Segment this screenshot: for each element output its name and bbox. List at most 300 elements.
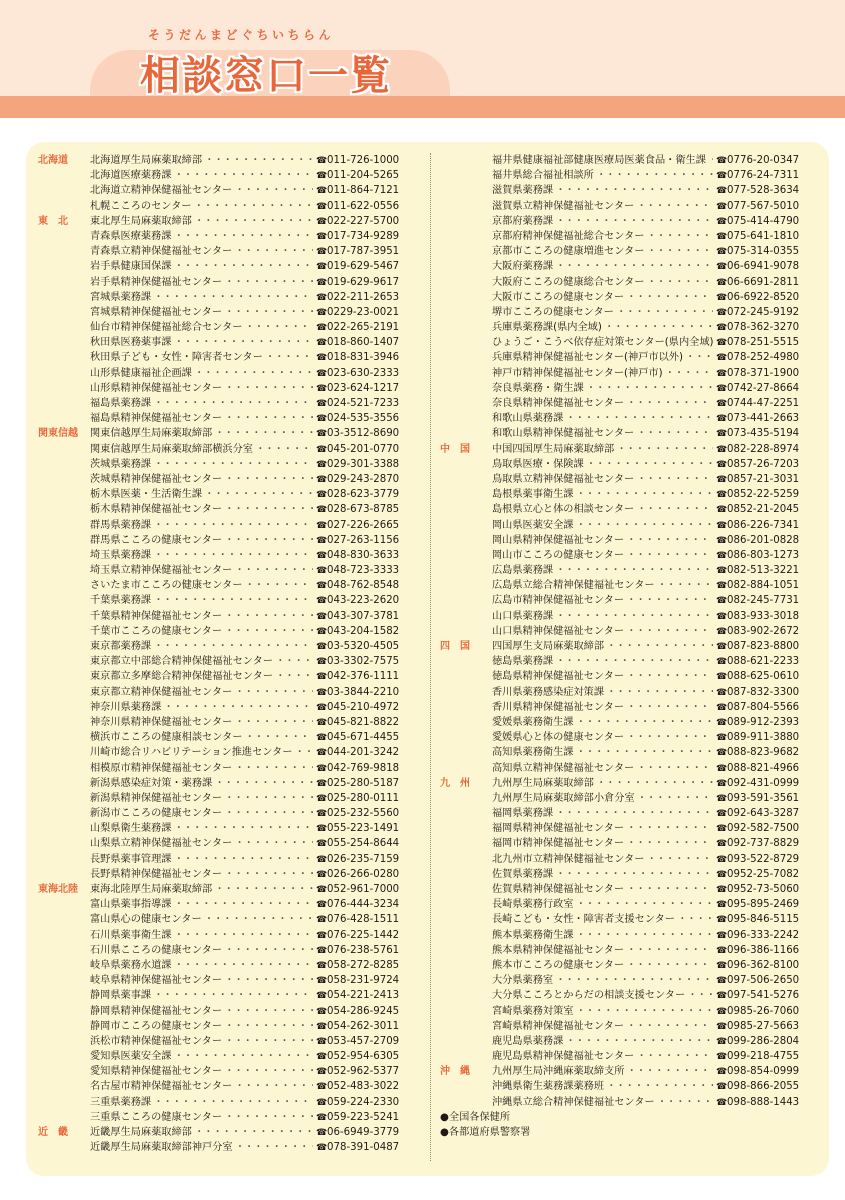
phone-number: [316, 275, 416, 291]
contact-row: [38, 761, 416, 776]
phone-number-text: 0776-24-7311: [727, 170, 800, 182]
contact-row: [38, 1095, 416, 1110]
phone-icon: ☎: [716, 626, 728, 637]
phone-icon: ☎: [316, 171, 328, 182]
phone-number-text: 086-803-1273: [727, 549, 800, 561]
phone-number-text: 018-860-1407: [327, 337, 400, 349]
phone-number-text: 044-201-3242: [327, 747, 400, 759]
contact-row: [440, 487, 816, 502]
contact-row: [38, 1125, 416, 1140]
phone-number-text: 06-6949-3779: [327, 1127, 400, 1138]
region-label: 東 北: [38, 215, 68, 227]
phone-icon: ☎: [716, 156, 728, 166]
phone-number-text: 052-962-5377: [327, 1066, 400, 1078]
office-name: 東京都立中部総合精神保健福祉センター ・・・・・・・・・・・・・・・・・・・・・・・・・・・・・・・・・・・・・・・・・・・・: [90, 654, 313, 669]
contact-row: [38, 487, 416, 502]
office-name: 福島県精神保健福祉センター ・・・・・・・・・・・・・・・・・・・・・・・・・・・・・・・・・・・・・・・・・・・・: [90, 411, 313, 426]
office-name: 岡山県医薬安全課 ・・・・・・・・・・・・・・・・・・・・・・・・・・・・・・・・・・・・・・・・・・・・: [492, 518, 713, 533]
contact-row: [440, 199, 816, 214]
office-name: 東北厚生局麻薬取締部 ・・・・・・・・・・・・・・・・・・・・・・・・・・・・・・・・・・・・・・・・・・・・: [90, 214, 313, 229]
office-name: 愛媛県薬務衛生課 ・・・・・・・・・・・・・・・・・・・・・・・・・・・・・・・・・・・・・・・・・・・・: [492, 715, 713, 730]
phone-number-text: 03-3512-8690: [327, 428, 400, 440]
phone-number-text: 048-723-3333: [327, 565, 400, 577]
phone-number: [316, 836, 416, 852]
phone-number-text: 052-483-3022: [327, 1081, 400, 1093]
phone-number: [716, 912, 816, 928]
header-stripe: [0, 96, 845, 118]
contact-row: [440, 442, 816, 457]
office-name: 静岡県薬事課 ・・・・・・・・・・・・・・・・・・・・・・・・・・・・・・・・・・・・・・・・・・・・: [90, 988, 313, 1003]
phone-icon: ☎: [716, 231, 728, 242]
phone-number-text: 098-854-0999: [727, 1066, 800, 1078]
contact-row: [38, 669, 416, 684]
phone-icon: ☎: [716, 1036, 728, 1047]
phone-number-text: 0985-27-5663: [727, 1020, 800, 1032]
office-name: 栃木県精神保健福祉センター ・・・・・・・・・・・・・・・・・・・・・・・・・・・・・・・・・・・・・・・・・・・・: [90, 502, 313, 517]
contact-row: [38, 259, 416, 274]
contact-row: [38, 518, 416, 533]
phone-icon: ☎: [716, 262, 728, 273]
phone-number: [716, 897, 816, 913]
office-name: 京都市こころの健康増進センター ・・・・・・・・・・・・・・・・・・・・・・・・・・・・・・・・・・・・・・・・・・・・: [492, 244, 713, 259]
phone-number-text: 075-414-4790: [727, 215, 800, 227]
phone-number: [716, 396, 816, 412]
office-name: 宮崎県薬務対策室 ・・・・・・・・・・・・・・・・・・・・・・・・・・・・・・・・・・・・・・・・・・・・: [492, 1004, 713, 1019]
phone-number: [316, 928, 416, 944]
contact-row: [440, 836, 816, 851]
phone-icon: ☎: [716, 353, 728, 364]
contact-row: [440, 624, 816, 639]
phone-icon: ☎: [716, 885, 728, 895]
phone-icon: ☎: [716, 945, 728, 956]
contact-row: [38, 928, 416, 943]
office-name: 神戸市精神保健福祉センター(神戸市) ・・・・・・・・・・・・・・・・・・・・・・・・・・・・・・・・・・・・・・・・・・・・: [492, 366, 713, 381]
phone-number-text: 03-5320-4505: [327, 641, 400, 652]
phone-icon: ☎: [316, 231, 328, 242]
phone-icon: ☎: [316, 383, 328, 394]
phone-icon: ☎: [716, 642, 728, 652]
office-name: 岩手県健康国保課 ・・・・・・・・・・・・・・・・・・・・・・・・・・・・・・・・・・・・・・・・・・・・: [90, 259, 313, 274]
phone-icon: ☎: [716, 368, 728, 379]
office-name: 神奈川県精神保健福祉センター ・・・・・・・・・・・・・・・・・・・・・・・・・・・・・・・・・・・・・・・・・・・・: [90, 715, 313, 730]
contact-row: [440, 350, 816, 365]
contact-row: [440, 867, 816, 882]
phone-number: [716, 791, 816, 807]
phone-icon: ☎: [716, 444, 728, 455]
phone-number: [316, 426, 416, 442]
office-name: 宮崎県精神保健福祉センター ・・・・・・・・・・・・・・・・・・・・・・・・・・・・・・・・・・・・・・・・・・・・: [492, 1019, 713, 1034]
phone-number-text: 0229-23-0021: [327, 306, 400, 318]
phone-icon: ☎: [716, 323, 728, 334]
phone-number: [716, 1019, 816, 1035]
phone-number-text: 088-821-4966: [727, 762, 800, 774]
contact-row: [38, 821, 416, 836]
phone-number: [716, 320, 816, 336]
contact-row: [440, 912, 816, 927]
contact-row: [38, 1064, 416, 1079]
phone-number: [716, 518, 816, 534]
contact-row: [38, 836, 416, 851]
contact-row: [440, 426, 816, 441]
office-name: 近畿厚生局麻薬取締部 ・・・・・・・・・・・・・・・・・・・・・・・・・・・・・・・・・・・・・・・・・・・・: [90, 1125, 313, 1140]
phone-icon: ☎: [316, 869, 328, 880]
phone-number: [316, 502, 416, 518]
phone-number-text: 092-643-3287: [727, 808, 800, 820]
phone-number-text: 0852-21-2045: [727, 504, 800, 516]
contact-row: [38, 366, 416, 381]
phone-number: [316, 1079, 416, 1095]
office-name: 関東信越厚生局麻薬取締部横浜分室 ・・・・・・・・・・・・・・・・・・・・・・・・・・・・・・・・・・・・・・・・・・・・: [90, 442, 313, 457]
office-name: 福井県総合福祉相談所 ・・・・・・・・・・・・・・・・・・・・・・・・・・・・・・・・・・・・・・・・・・・・: [492, 168, 713, 183]
contact-row: [440, 381, 816, 396]
phone-number: [716, 487, 816, 503]
contact-list-left-column: [38, 153, 416, 1155]
phone-icon: ☎: [716, 672, 728, 683]
phone-number-text: 019-629-5467: [327, 261, 400, 273]
phone-number: [316, 366, 416, 382]
office-name: 福島県薬務課 ・・・・・・・・・・・・・・・・・・・・・・・・・・・・・・・・・・・・・・・・・・・・: [90, 396, 313, 411]
phone-number-text: 096-362-8100: [727, 959, 800, 971]
office-name: 埼玉県薬務課 ・・・・・・・・・・・・・・・・・・・・・・・・・・・・・・・・・・・・・・・・・・・・: [90, 548, 313, 563]
contact-row: [440, 1095, 816, 1110]
phone-number: [316, 1034, 416, 1050]
phone-icon: ☎: [316, 824, 328, 835]
region-label: 中 国: [440, 443, 470, 455]
contact-row: [440, 1004, 816, 1019]
contact-row: [38, 912, 416, 927]
phone-number-text: 011-204-5265: [327, 170, 400, 182]
contact-row: [38, 411, 416, 426]
contact-row: [440, 578, 816, 593]
office-name: 大阪府薬務課 ・・・・・・・・・・・・・・・・・・・・・・・・・・・・・・・・・・・・・・・・・・・・: [492, 259, 713, 274]
contact-row: [38, 305, 416, 320]
phone-number-text: 096-333-2242: [727, 929, 800, 941]
phone-icon: ☎: [316, 1097, 328, 1108]
contact-row: [38, 1079, 416, 1094]
phone-icon: ☎: [316, 1082, 328, 1093]
contact-row: [440, 183, 816, 198]
phone-number-text: 083-933-3018: [727, 610, 800, 622]
phone-number-text: 017-734-9289: [327, 230, 400, 242]
contact-row: [38, 396, 416, 411]
office-name: 滋賀県立精神保健福祉センター ・・・・・・・・・・・・・・・・・・・・・・・・・・・・・・・・・・・・・・・・・・・・: [492, 199, 713, 214]
phone-icon: ☎: [316, 611, 328, 622]
phone-number-text: 052-961-7000: [327, 884, 400, 895]
phone-number-text: 052-954-6305: [327, 1051, 400, 1063]
phone-number: [316, 1125, 416, 1141]
contact-row: [440, 563, 816, 578]
office-name: 相模原市精神保健福祉センター ・・・・・・・・・・・・・・・・・・・・・・・・・・・・・・・・・・・・・・・・・・・・: [90, 761, 313, 776]
phone-number-text: 0952-25-7082: [727, 868, 800, 880]
office-name: 堺市こころの健康センター ・・・・・・・・・・・・・・・・・・・・・・・・・・・・・・・・・・・・・・・・・・・・: [492, 305, 713, 320]
office-name: 秋田県医務薬事課 ・・・・・・・・・・・・・・・・・・・・・・・・・・・・・・・・・・・・・・・・・・・・: [90, 335, 313, 350]
phone-icon: ☎: [716, 399, 728, 409]
phone-number: [316, 168, 416, 184]
office-name: 石川県こころの健康センター ・・・・・・・・・・・・・・・・・・・・・・・・・・・・・・・・・・・・・・・・・・・・: [90, 943, 313, 958]
office-name: 名古屋市精神保健福祉センター ・・・・・・・・・・・・・・・・・・・・・・・・・・・・・・・・・・・・・・・・・・・・: [90, 1079, 313, 1094]
contact-row: [440, 518, 816, 533]
phone-icon: ☎: [316, 1143, 328, 1154]
phone-icon: ☎: [716, 991, 728, 1002]
office-name: 岡山県精神保健福祉センター ・・・・・・・・・・・・・・・・・・・・・・・・・・・・・・・・・・・・・・・・・・・・: [492, 533, 713, 548]
contact-row: [38, 1140, 416, 1155]
phone-number-text: 045-201-0770: [327, 443, 400, 455]
office-name: 和歌山県精神保健福祉センター ・・・・・・・・・・・・・・・・・・・・・・・・・・・・・・・・・・・・・・・・・・・・: [492, 426, 713, 441]
phone-number-text: 017-787-3951: [327, 246, 400, 258]
phone-icon: ☎: [316, 854, 328, 865]
phone-number: [316, 244, 416, 260]
phone-number-text: 058-231-9724: [327, 975, 400, 987]
office-name: 東京都立多摩総合精神保健福祉センター ・・・・・・・・・・・・・・・・・・・・・・・・・・・・・・・・・・・・・・・・・・・・: [90, 669, 313, 684]
region-label: 東海北陸: [38, 884, 78, 895]
contact-row: [38, 882, 416, 897]
phone-number: [316, 776, 416, 792]
phone-number: [716, 199, 816, 215]
contact-row: [38, 578, 416, 593]
contact-row: [38, 183, 416, 198]
phone-icon: ☎: [716, 292, 728, 303]
phone-icon: ☎: [316, 156, 328, 166]
phone-icon: ☎: [716, 657, 728, 668]
office-name: 鹿児島県精神保健福祉センター ・・・・・・・・・・・・・・・・・・・・・・・・・・・・・・・・・・・・・・・・・・・・: [492, 1049, 713, 1064]
phone-number: [316, 259, 416, 275]
contact-row: [440, 548, 816, 563]
phone-number-text: 06-6941-9078: [727, 261, 800, 273]
office-name: 中国四国厚生局麻薬取締部 ・・・・・・・・・・・・・・・・・・・・・・・・・・・・・・・・・・・・・・・・・・・・: [492, 442, 713, 457]
office-name: 広島市精神保健福祉センター ・・・・・・・・・・・・・・・・・・・・・・・・・・・・・・・・・・・・・・・・・・・・: [492, 593, 713, 608]
phone-number: [316, 745, 416, 761]
contact-row: [38, 275, 416, 290]
office-name: 高知県薬務衛生課 ・・・・・・・・・・・・・・・・・・・・・・・・・・・・・・・・・・・・・・・・・・・・: [492, 745, 713, 760]
contact-row: [440, 1079, 816, 1094]
contact-row: [440, 806, 816, 821]
phone-icon: ☎: [316, 444, 328, 455]
phone-icon: ☎: [316, 642, 328, 652]
phone-number-text: 027-263-1156: [327, 534, 400, 546]
phone-icon: ☎: [316, 353, 328, 364]
phone-icon: ☎: [316, 216, 328, 227]
phone-number: [316, 654, 416, 670]
office-name: 新潟市こころの健康センター ・・・・・・・・・・・・・・・・・・・・・・・・・・・・・・・・・・・・・・・・・・・・: [90, 806, 313, 821]
phone-number-text: 078-251-5515: [727, 337, 800, 349]
office-name: 山口県精神保健福祉センター ・・・・・・・・・・・・・・・・・・・・・・・・・・・・・・・・・・・・・・・・・・・・: [492, 624, 713, 639]
office-name: 山形県健康福祉企画課 ・・・・・・・・・・・・・・・・・・・・・・・・・・・・・・・・・・・・・・・・・・・・: [90, 366, 313, 381]
office-name: 佐賀県薬務課 ・・・・・・・・・・・・・・・・・・・・・・・・・・・・・・・・・・・・・・・・・・・・: [492, 867, 713, 882]
office-name: 山梨県衛生薬務課 ・・・・・・・・・・・・・・・・・・・・・・・・・・・・・・・・・・・・・・・・・・・・: [90, 821, 313, 836]
contact-row: [38, 548, 416, 563]
phone-number-text: 075-641-1810: [727, 230, 800, 242]
phone-number-text: 042-769-9818: [327, 762, 400, 774]
phone-icon: ☎: [316, 793, 328, 804]
phone-number-text: 082-228-8974: [727, 443, 800, 455]
office-name: 静岡県精神保健福祉センター ・・・・・・・・・・・・・・・・・・・・・・・・・・・・・・・・・・・・・・・・・・・・: [90, 1004, 313, 1019]
phone-number: [716, 578, 816, 594]
office-name: 兵庫県精神保健福祉センター(神戸市以外) ・・・・・・・・・・・・・・・・・・・・・・・・・・・・・・・・・・・・・・・・・・・・: [492, 350, 713, 365]
phone-icon: ☎: [716, 960, 728, 971]
contact-row: [38, 214, 416, 229]
phone-number: [716, 533, 816, 549]
phone-number: [316, 1019, 416, 1035]
phone-icon: ☎: [716, 596, 728, 607]
phone-icon: ☎: [316, 550, 328, 561]
phone-icon: ☎: [316, 1021, 328, 1032]
contact-row: [440, 715, 816, 730]
phone-number: [716, 928, 816, 944]
phone-number-text: 06-6922-8520: [727, 291, 800, 303]
phone-number-text: 073-441-2663: [727, 413, 800, 425]
phone-number-text: 087-804-5566: [727, 701, 800, 713]
office-name: 長野県薬事管理課 ・・・・・・・・・・・・・・・・・・・・・・・・・・・・・・・・・・・・・・・・・・・・: [90, 852, 313, 867]
phone-number-text: 0852-22-5259: [727, 489, 800, 501]
contact-row: [38, 502, 416, 517]
contact-row: [38, 533, 416, 548]
contact-row: [38, 563, 416, 578]
phone-number: [316, 320, 416, 336]
office-name: 福岡市精神保健福祉センター ・・・・・・・・・・・・・・・・・・・・・・・・・・・・・・・・・・・・・・・・・・・・: [492, 836, 713, 851]
phone-number: [716, 745, 816, 761]
office-name: 九州厚生局麻薬取締部小倉分室 ・・・・・・・・・・・・・・・・・・・・・・・・・・・・・・・・・・・・・・・・・・・・: [492, 791, 713, 806]
phone-icon: ☎: [316, 1128, 328, 1138]
contact-row: [38, 350, 416, 365]
contact-row: [440, 335, 816, 350]
phone-icon: ☎: [716, 505, 728, 516]
contact-row: [38, 685, 416, 700]
office-name: 島根県立心と体の相談センター ・・・・・・・・・・・・・・・・・・・・・・・・・・・・・・・・・・・・・・・・・・・・: [492, 502, 713, 517]
phone-icon: ☎: [716, 702, 728, 713]
office-name: 山形県精神保健福祉センター ・・・・・・・・・・・・・・・・・・・・・・・・・・・・・・・・・・・・・・・・・・・・: [90, 381, 313, 396]
phone-number: [716, 350, 816, 366]
phone-number: [716, 335, 816, 351]
contact-row: [440, 988, 816, 1003]
phone-icon: ☎: [716, 186, 728, 197]
phone-number-text: 025-280-5187: [327, 777, 400, 789]
phone-icon: ☎: [716, 171, 728, 182]
office-name: 北海道厚生局麻薬取締部 ・・・・・・・・・・・・・・・・・・・・・・・・・・・・・・・・・・・・・・・・・・・・: [90, 153, 313, 168]
phone-icon: ☎: [716, 1067, 728, 1078]
contact-row: [440, 730, 816, 745]
phone-number-text: 023-630-2333: [327, 367, 400, 379]
contact-row: [440, 153, 816, 168]
phone-number: [316, 761, 416, 777]
contact-row: [440, 821, 816, 836]
phone-number: [316, 700, 416, 716]
office-name: 九州厚生局沖縄麻薬取締支所 ・・・・・・・・・・・・・・・・・・・・・・・・・・・・・・・・・・・・・・・・・・・・: [492, 1064, 713, 1079]
contact-row: [38, 806, 416, 821]
contact-row: [440, 533, 816, 548]
contact-row: [38, 776, 416, 791]
office-name: 神奈川県薬務課 ・・・・・・・・・・・・・・・・・・・・・・・・・・・・・・・・・・・・・・・・・・・・: [90, 700, 313, 715]
office-name: 島根県薬事衛生課 ・・・・・・・・・・・・・・・・・・・・・・・・・・・・・・・・・・・・・・・・・・・・: [492, 487, 713, 502]
contact-row: [38, 442, 416, 457]
contact-row: [440, 776, 816, 791]
phone-icon: ☎: [716, 566, 728, 577]
phone-number: [316, 1110, 416, 1126]
phone-number: [716, 730, 816, 746]
phone-icon: ☎: [716, 793, 728, 804]
office-name: 滋賀県薬務課 ・・・・・・・・・・・・・・・・・・・・・・・・・・・・・・・・・・・・・・・・・・・・: [492, 183, 713, 198]
contact-row: [38, 609, 416, 624]
phone-number: [716, 305, 816, 321]
phone-number: [316, 1064, 416, 1080]
phone-number: [316, 669, 416, 685]
contact-row: [38, 1049, 416, 1064]
phone-number: [716, 836, 816, 852]
region-label: 四 国: [440, 641, 470, 652]
contact-row: [440, 305, 816, 320]
phone-number-text: 054-286-9245: [327, 1005, 400, 1017]
phone-icon: ☎: [716, 383, 728, 394]
phone-number-text: 054-262-3011: [327, 1020, 400, 1032]
contact-row: [38, 1110, 416, 1125]
phone-icon: ☎: [716, 307, 728, 318]
phone-number: [316, 639, 416, 655]
phone-number: [316, 350, 416, 366]
phone-number: [316, 1095, 416, 1111]
phone-number: [316, 958, 416, 974]
office-name: 熊本県精神保健福祉センター ・・・・・・・・・・・・・・・・・・・・・・・・・・・・・・・・・・・・・・・・・・・・: [492, 943, 713, 958]
contact-row: [440, 669, 816, 684]
phone-number: [316, 609, 416, 625]
phone-icon: ☎: [316, 915, 328, 926]
phone-icon: ☎: [316, 186, 328, 197]
phone-icon: ☎: [716, 1021, 728, 1032]
contact-row: [440, 1019, 816, 1034]
contact-row: [440, 761, 816, 776]
phone-icon: ☎: [316, 885, 328, 895]
office-name: 東京都薬務課 ・・・・・・・・・・・・・・・・・・・・・・・・・・・・・・・・・・・・・・・・・・・・: [90, 639, 313, 654]
contact-row: [38, 730, 416, 745]
phone-number-text: 073-435-5194: [727, 428, 800, 440]
contact-row: [440, 502, 816, 517]
office-name: 鳥取県立精神保健福祉センター ・・・・・・・・・・・・・・・・・・・・・・・・・・・・・・・・・・・・・・・・・・・・: [492, 472, 713, 487]
office-name: 埼玉県立精神保健福祉センター ・・・・・・・・・・・・・・・・・・・・・・・・・・・・・・・・・・・・・・・・・・・・: [90, 563, 313, 578]
phone-number-text: 088-823-9682: [727, 747, 800, 759]
phone-number-text: 076-428-1511: [327, 914, 400, 926]
contact-row: [440, 791, 816, 806]
phone-number: [316, 533, 416, 549]
office-name: 北海道立精神保健福祉センター ・・・・・・・・・・・・・・・・・・・・・・・・・・・・・・・・・・・・・・・・・・・・: [90, 183, 313, 198]
phone-icon: ☎: [716, 201, 728, 212]
phone-number: [716, 988, 816, 1004]
region-label: 沖 縄: [440, 1066, 470, 1078]
phone-number-text: 092-431-0999: [727, 777, 800, 789]
phone-number-text: 072-245-9192: [727, 306, 800, 318]
phone-icon: ☎: [716, 216, 728, 227]
phone-number-text: 086-201-0828: [727, 534, 800, 546]
phone-icon: ☎: [316, 717, 328, 728]
contact-row: [38, 988, 416, 1003]
phone-number-text: 025-280-0111: [327, 792, 400, 804]
phone-number-text: 024-521-7233: [327, 398, 400, 409]
phone-icon: ☎: [316, 505, 328, 516]
office-name: 高知県立精神保健福祉センター ・・・・・・・・・・・・・・・・・・・・・・・・・・・・・・・・・・・・・・・・・・・・: [492, 761, 713, 776]
contact-row: [38, 381, 416, 396]
office-name: 四国厚生支局麻薬取締部 ・・・・・・・・・・・・・・・・・・・・・・・・・・・・・・・・・・・・・・・・・・・・: [492, 639, 713, 654]
contact-row: [440, 168, 816, 183]
phone-icon: ☎: [316, 262, 328, 273]
phone-number: [316, 578, 416, 594]
office-name: 徳島県薬務課 ・・・・・・・・・・・・・・・・・・・・・・・・・・・・・・・・・・・・・・・・・・・・: [492, 654, 713, 669]
phone-icon: ☎: [716, 429, 728, 440]
page-title: 相談窓口一覧: [140, 53, 392, 99]
office-name: 仙台市精神保健福祉総合センター ・・・・・・・・・・・・・・・・・・・・・・・・・・・・・・・・・・・・・・・・・・・・: [90, 320, 313, 335]
phone-number: [716, 153, 816, 169]
title-ruby: そうだんまどぐちいちらん: [148, 28, 335, 42]
phone-icon: ☎: [316, 976, 328, 987]
phone-number: [716, 761, 816, 777]
phone-icon: ☎: [716, 1082, 728, 1093]
region-label: 北海道: [38, 155, 68, 166]
